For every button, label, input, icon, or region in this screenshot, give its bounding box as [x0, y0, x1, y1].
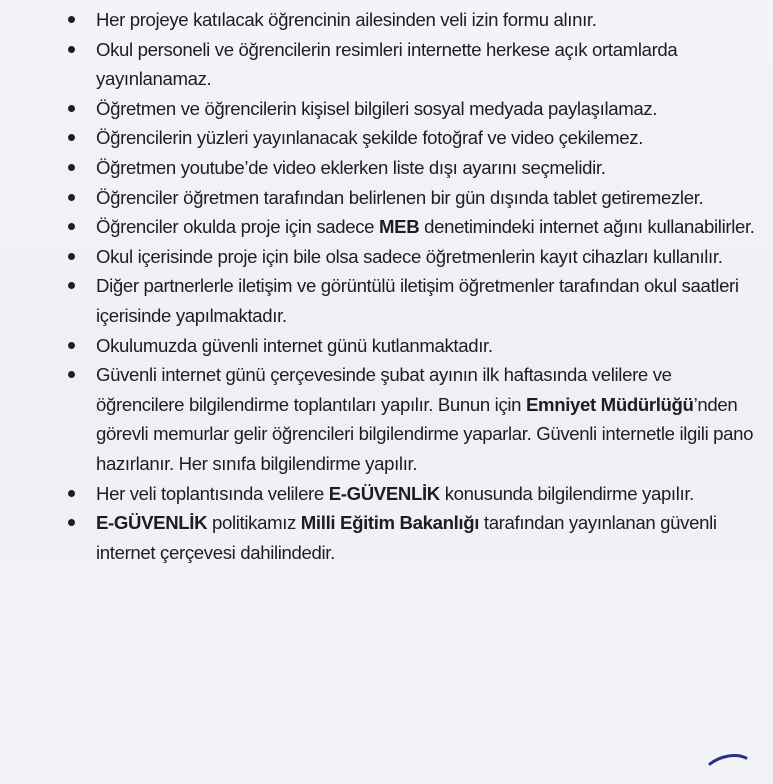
text-segment: Öğretmen youtube’de video eklerken liste dışı ayarını seçmelidir. [96, 156, 606, 178]
signature-mark-icon [700, 754, 760, 784]
text-segment: Diğer partnerlerle iletişim ve görüntülü iletişim öğretmenler tarafından okul saatleri içerisinde yapılmaktadır. [96, 275, 739, 326]
bullet-icon [68, 282, 75, 289]
e-safety-policy-list [0, 5, 773, 567]
text-segment: Her projeye katılacak öğrencinin ailesinden veli izin formu alınır. [96, 9, 597, 30]
bullet-icon [68, 519, 75, 526]
bullet-icon [68, 371, 75, 378]
bullet-icon [68, 342, 75, 349]
bold-text-segment: E-GÜVENLİK [96, 512, 208, 534]
text-segment: konusunda bilgilendirme yapılır. [439, 482, 694, 504]
text-segment: denetimindeki internet ağını kullanabilirler. [419, 216, 755, 238]
text-segment: Güvenli internet günü çerçevesinde şubat ayının ilk haftasında velilere ve öğrencilere bilgilendirme toplantıları yapılır. Bunun için [96, 364, 672, 415]
text-segment: Öğrenciler okulda proje için sadece [96, 216, 379, 238]
policy-list-item [0, 479, 773, 509]
bullet-icon [68, 223, 75, 230]
bold-text-segment: MEB [379, 216, 420, 238]
bullet-icon [68, 194, 75, 201]
policy-list-item [0, 242, 773, 272]
bullet-icon [68, 490, 75, 497]
bullet-icon [68, 164, 75, 171]
policy-list-item [0, 360, 773, 478]
policy-list-item [0, 271, 773, 330]
text-segment: Her veli toplantısında velilere [96, 482, 329, 504]
text-segment: politikamız [207, 512, 301, 534]
policy-list-item [0, 212, 773, 242]
text-segment: Öğretmen ve öğrencilerin kişisel bilgileri sosyal medyada paylaşılamaz. [96, 97, 658, 119]
text-segment: Okul içerisinde proje için bile olsa sadece öğretmenlerin kayıt cihazları kullanılır. [96, 245, 723, 267]
bold-text-segment: Milli Eğitim Bakanlığı [300, 512, 480, 534]
policy-list-item [0, 35, 773, 94]
text-segment: Okul personeli ve öğrencilerin resimleri internette herkese açık ortamlarda yayınlanamaz. [96, 38, 678, 90]
bullet-icon [68, 105, 75, 112]
bullet-icon [68, 134, 75, 141]
text-segment: Öğrencilerin yüzleri yayınlanacak şekilde fotoğraf ve video çekilemez. [96, 127, 644, 149]
text-segment: ’nden görevli memurlar gelir öğrencileri bilgilendirme yaparlar. Güvenli internetle ilgili pano hazırlanır. Her sınıfa bilgilendirme yapılır. [96, 393, 754, 474]
policy-list-item [0, 5, 773, 35]
policy-list-item [0, 123, 773, 153]
policy-list-item [0, 153, 773, 183]
policy-list-item [0, 183, 773, 213]
policy-list-item [0, 508, 773, 567]
policy-list-item [0, 331, 773, 361]
text-segment: Okulumuzda güvenli internet günü kutlanmaktadır. [96, 334, 493, 356]
bullet-icon [68, 253, 75, 260]
text-segment: tarafından yayınlanan güvenli internet çerçevesi dahilindedir. [96, 512, 717, 563]
policy-list-item [0, 94, 773, 124]
bullet-icon [68, 16, 75, 23]
bold-text-segment: Emniyet Müdürlüğü [525, 393, 694, 415]
bullet-icon [68, 46, 75, 53]
text-segment: Öğrenciler öğretmen tarafından belirlenen bir gün dışında tablet getiremezler. [96, 186, 704, 208]
bold-text-segment: E-GÜVENLİK [328, 482, 440, 504]
